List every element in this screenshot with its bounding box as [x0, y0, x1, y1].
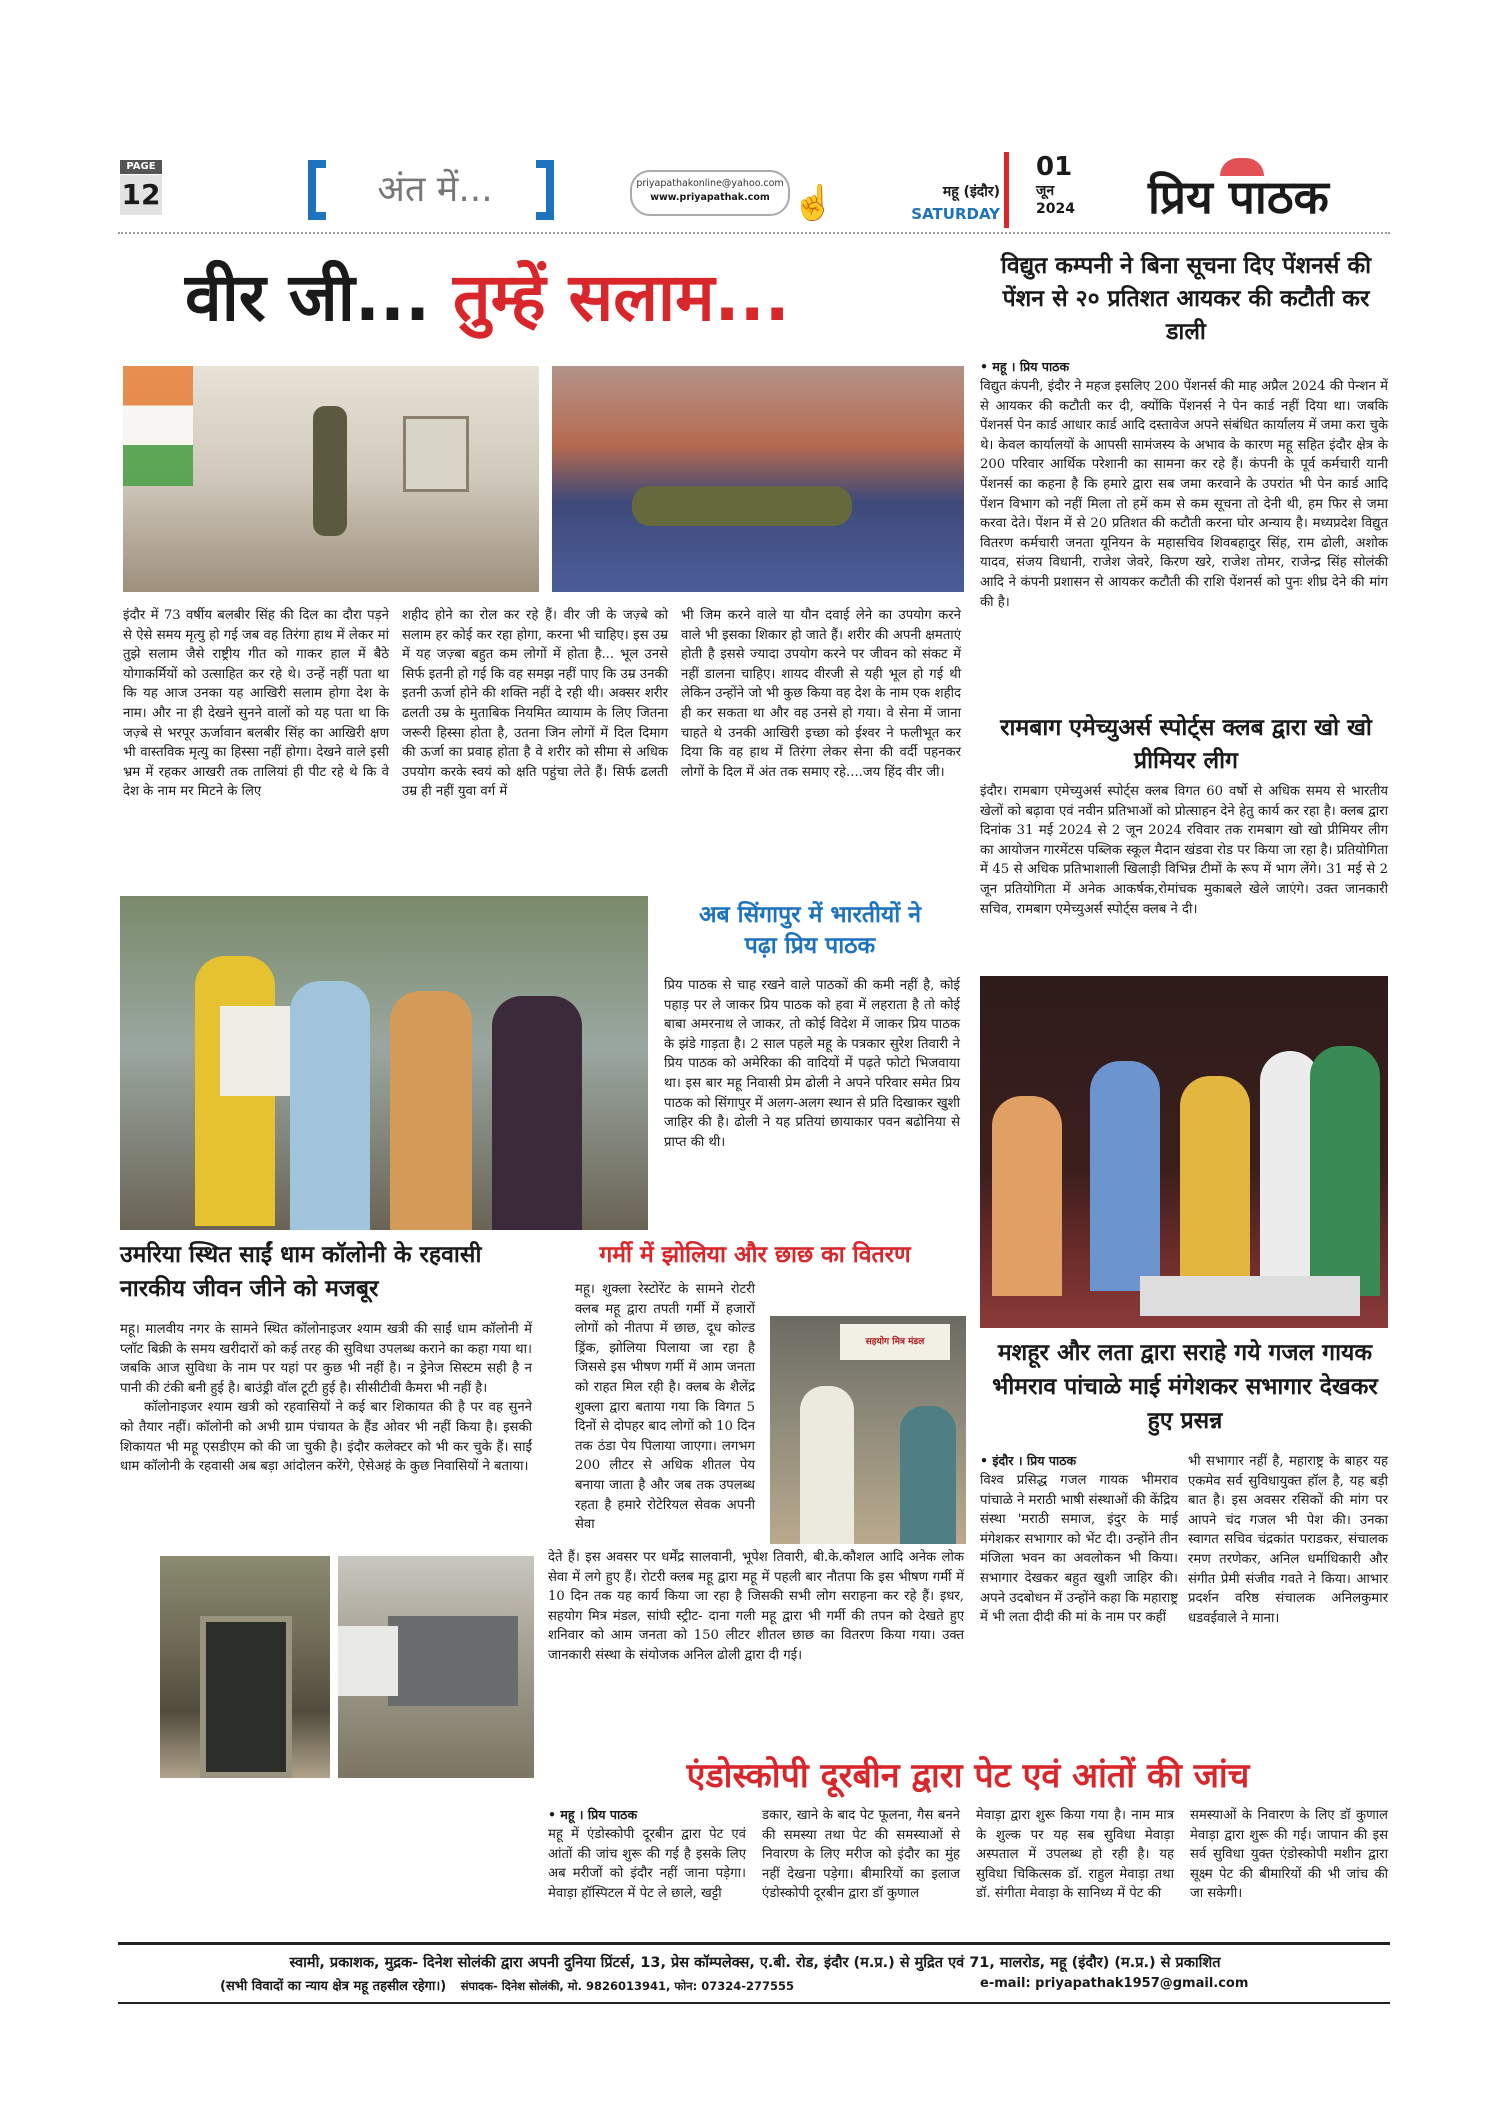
- singapore-photo: [120, 896, 648, 1230]
- lead-col-1-text: इंदौर में 73 वर्षीय बलबीर सिंह की दिल का दौरा पड़ने से ऐसे समय मृत्यु हो गई जब वह तिरंगा हाथ में लेकर मां तुझे सलाम जैसे राष्ट्रीय गीत को गाकर हाल में बैठे योगाकर्मियों को उत्साहित कर रहे थे। उन्हें नहीं पता था कि यह आज उनका यह आखिरी सलाम होगा देश के नाम। और ना ही देखने सुनने वालों को यह पता था कि जज़्बे से भरपूर ऊर्जावान बलबीर सिंह का आखिरी क्षण भी वास्तविक मृत्यु का हिस्सा नहीं होगा। देखने वाले इसी भ्रम में रहकर आखरी तक तालियां ही पीट रहे थे कि वे देश के नाम मर मिटने के लिए: [123, 608, 389, 800]
- footer-rule-bottom: [118, 2002, 1390, 2004]
- endoscopy-byline: • महू । प्रिय पाठक: [548, 1807, 638, 1822]
- umariya-photo-drain: [160, 1556, 330, 1778]
- lead-col-2-text: शहीद होने का रोल कर रहे हैं। वीर जी के जज़्बे को सलाम हर कोई कर रहा होगा, करना भी चाहिए। इस उम्र में यह जज़्बा बहुत कम लोगों में होता है... भूल उनसे सिर्फ इतनी हो गई कि वह समझ नहीं पाए कि उम्र उनकी इतनी ऊर्जा होने की शक्ति नहीं दे रही थी। अक्सर शरीर ढलती उम्र के मुताबिक नियमित व्यायाम के लिए जितना जरूरी हिस्सा होता है, उतना जिन लोगों में दिल दिमाग की ऊर्जा का प्रवाह होता है वे शरीर को सीमा से अधिक उपयोग करके स्वयं को क्षति पहुंचा लेते हैं। सिर्फ ढलती उम्र ही नहीं युवा वर्ग में: [402, 608, 668, 800]
- website-text: www.priyapathak.com: [650, 192, 770, 203]
- ghazal-photo: [980, 976, 1388, 1328]
- lead-headline: [185, 250, 865, 346]
- rambagh-body: इंदौर। रामबाग एमेच्युअर्स स्पोर्ट्स क्लब विगत 60 वर्षो से अधिक समय से भारतीय खेलों को बढ़ावा एवं नवीन प्रतिभाओं को प्रोत्साहन देने हेतु कार्य कर रहा है। क्लब द्वारा दिनांक 31 मई 2024 से 2 जून 2024 रविवार तक रामबाग खो खो प्रीमियर लीग का आयोजन गारमेंटस पब्लिक स्कूल मैदान खंडवा रोड पर किया जा रहा है। प्रतियोगिता में 45 से अधिक प्रतिभाशाली खिलाड़ी विभिन्न टीमों के रूप में भाग लेंगे। 31 मई से 2 जून प्रतियोगिता में अनेक आकर्षक,रोमांचक मुकाबले खेले जाएंगे। उक्त जानकारी सचिव, रामबाग एमेच्युअर्स स्पोर्ट्स क्लब ने दी।: [980, 784, 1388, 917]
- lead-photo-floor: [552, 366, 964, 592]
- endoscopy-col-2: [762, 1806, 960, 1904]
- endoscopy-col-1-text: महू में एंडोस्कोपी दूरबीन द्वारा पेट एवं आंतों की जांच शुरू की गई है इसके लिए अब मरीजों को इंदौर नहीं जाना पड़ेगा। मेवाड़ा हॉस्पिटल में पेट ले छाले, खट्टी: [548, 1827, 746, 1901]
- rambagh-story: [980, 782, 1388, 919]
- endoscopy-col-3: [976, 1806, 1174, 1904]
- date-day: 01: [1036, 152, 1073, 182]
- chhach-story-bottom: [548, 1548, 964, 1666]
- section-bracket-right: [536, 160, 554, 220]
- masthead-text: प्रिय पाठक: [1148, 170, 1329, 224]
- chhach-body-bottom: देते हैं। इस अवसर पर धर्मेंद्र सालवानी, भूपेश तिवारी, बी.के.कौशल आदि अनेक लोक सेवा में लगे हुए हैं। रोटरी क्लब महू द्वारा महू में पहली बार नौतपा कि इस भीषण गर्मी में 10 दिन तक यह कार्य किया जा रहा है जिसकी सभी लोग सराहना कर रहे हैं। इधर, सहयोग मित्र मंडल, सांघी स्ट्रीट- दाना गली महू द्वारा भी गर्मी की तपन को देखते हुए शनिवार को आम जनता को 150 लीटर शीतल छाछ का वितरण किया गया। उक्त जानकारी संस्था के संयोजक अनिल ढोली द्वारा दी गई।: [548, 1550, 964, 1663]
- page-number: 12: [120, 175, 162, 215]
- endoscopy-col-1: [548, 1806, 746, 1903]
- chhach-sign: [840, 1324, 950, 1360]
- pension-story: [980, 358, 1388, 612]
- ghazal-col-2-text: भी सभागार नहीं है, महाराष्ट्र के बाहर यह एकमेव सर्व सुविधायुक्त हॉल है, यह बड़ी बात है। इस अवसर रसिकों की मांग पर आपने चंद गजल भी पेश की। उनका स्वागत सचिव चंद्रकांत पराडकर, संचालक रमण तरणेकर, अनिल धर्माधिकारी और संगीत प्रेमी संजीव गवते ने किया। आभार प्रदर्शन वरिष्ठ संचालक अनिलकुमार धडवईवाले ने माना।: [1188, 1454, 1388, 1626]
- header-rule: [118, 232, 1390, 236]
- city-label: महू (इंदौर): [942, 184, 1000, 200]
- umariya-photo-tanks: [338, 1556, 534, 1778]
- footer-line-1: स्वामी, प्रकाशक, मुद्रक- दिनेश सोलंकी द्वारा अपनी दुनिया प्रिंटर्स, 13, प्रेस कॉम्पलेक्स, ए.बी. रोड, इंदौर (म.प्र.) से मुद्रित एवं 71, मालरोड, महू (इंदौर) (म.प्र.) से प्रकाशित: [289, 1955, 1221, 1971]
- endoscopy-col-4: [1190, 1806, 1388, 1904]
- rambagh-headline: रामबाग एमेच्युअर्स स्पोर्ट्स क्लब द्वारा खो खो प्रीमियर लीग: [1000, 715, 1372, 774]
- page-label: [120, 160, 162, 174]
- ghazal-byline: • इंदौर । प्रिय पाठक: [980, 1453, 1077, 1468]
- pension-body: विद्युत कंपनी, इंदौर ने महज इसलिए 200 पेंशनर्स की माह अप्रैल 2024 की पेन्शन में से आयकर की कटौती कर दी, क्योंकि पेंशनर्स ने पेन कार्ड नहीं दिया था। जबकि पेंशनर्स पेन कार्ड आधार कार्ड आदि दस्तावेज अपने संबंधित कार्यालय में जमा करा चुके थे। केवल कार्यालयों के आपसी सामंजस्य के अभाव के कारण महू सहित इंदौर क्षेत्र के 200 परिवार आर्थिक परेशानी का सामना कर रहे हैं। कंपनी के पूर्व कर्मचारी यानी पेंशनर्स का कहना है कि हमारे द्वारा सब जमा करवाने के उपरांत भी पेन कार्ड आदि पेंशन विभाग को नहीं मिला तो हमें कम से कम सूचना तो देनी थी, हम फिर से जमा करवा देते। पेंशन में से 20 प्रतिशत की कटौती करना घोर अन्याय है। मध्यप्रदेश विद्युत वितरण कर्मचारी जनता यूनियन के महासचिव शिवबहादुर सिंह, राम ढोली, अशोक यादव, संजय विधानी, राजेश जेवरे, किरण खरे, राजेश तोमर, राजेन्द्र सिंह सोलंकी आदि ने कंपनी प्रशासन से आयकर कटौती की राशि पेंशनर्स को पुनः शीघ्र देने की मांग की है।: [980, 379, 1388, 610]
- endoscopy-col-2-text: डकार, खाने के बाद पेट फूलना, गैस बनने की समस्या तथा पेट की समस्याओं से निवारण के लिए मरीज को इंदौर का मुंह नहीं देखना पड़ेगा। बीमारियों का इलाज एंडोस्कोपी दूरबीन द्वारा डॉ कुणाल: [762, 1808, 960, 1902]
- ghazal-headline: मशहूर और लता द्वारा सराहे गये गजल गायक भीमराव पांचाळे माई मंगेशकर सभागार देखकर हुए प्रसन्न: [992, 1340, 1378, 1434]
- section-title: अंत में...: [377, 169, 493, 210]
- chhach-body-top: महू। शुक्ला रेस्टोरेंट के सामने रोटरी क्लब महू द्वारा तपती गर्मी में हजारों लोगों को नीतपा में छाछ, दूध कोल्ड ड्रिंक, झोलिया पिलाया जा रहा है जिससे इस भीषण गर्मी में आम जनता को राहत मिल रही है। क्लब के शैलेंद्र शुक्ला द्वारा बताया गया कि विगत 5 दिनों से दोपहर बाद लोगों को 10 दिन तक ठंडा पेय पिलाया जाएगा। लगभग 200 लीटर से अधिक शीतल पेय बनाया जाता है और जब तक उपलब्ध रहता है हमारे रोटेरियल सेवक अपनी सेवा: [575, 1282, 755, 1533]
- lead-headline-red: तुम्हें सलाम...: [453, 259, 790, 336]
- section-bracket-left: [308, 160, 326, 220]
- date-year: 2024: [1036, 201, 1075, 217]
- lead-col-3-text: भी जिम करने वाले या यौन दवाई लेने का उपयोग करने वाले भी इसका शिकार हो जाते हैं। शरीर की अपनी क्षमताएं होती है इससे ज्यादा उपयोग करने पर जीवन को संकट में नहीं डालना चाहिए। शायद वीरजी से यही भूल हो गई थी लेकिन उन्होंने जो भी कुछ किया वह देश के नाम एक शहीद ही कर सकता था और वह उनसे हो गया। वे सेना में जाना चाहते थे उनकी आखिरी इच्छा को ईश्वर ने फलीभूत कर दिया कि वह हाथ में तिरंगा लेकर सेना की वर्दी पहनकर लोगों के दिल में अंत तक समाए रहे....जय हिंद वीर जी।: [681, 608, 961, 780]
- chhach-headline: गर्मी में झोलिया और छाछ का वितरण: [599, 1242, 911, 1268]
- umariya-body-1: महू। मालवीय नगर के सामने स्थित कॉलोनाइजर श्याम खत्री की साईं धाम कॉलोनी में प्लॉट बिक्री के समय खरीदारों को कई तरह की सुविधा उपलब्ध कराने का कहा गया था। जबकि आज सुविधा के नाम पर यहां पर कुछ भी नहीं है। न ड्रेनेज सिस्टम सही है न पानी की टंकी बनी हुई है। बाउंड्री वॉल टूटी हुई है। सीसीटीवी कैमरा भी नहीं है।: [120, 1322, 532, 1396]
- chhach-story-top: [575, 1280, 755, 1535]
- day-label: SATURDAY: [911, 205, 1000, 223]
- ghazal-col-1-text: विश्व प्रसिद्ध गजल गायक भीमराव पांचाळे ने मराठी भाषी संस्थाओं की केंद्रिय संस्था 'मराठी समाज, इंदुर के माई मंगेशकर सभागार को भेंट दी। उन्होंने तीन मंजिला भवन का अवलोकन भी किया। सभागार देखकर बहुत खुशी जाहिर की। अपने उदबोधन में उन्होंने कहा कि महाराष्ट्र में भी लता दीदी की मां के नाम पर कहीं: [980, 1473, 1178, 1626]
- pension-byline: • महू । प्रिय पाठक: [980, 359, 1070, 374]
- ghazal-col-1: [980, 1452, 1178, 1628]
- singapore-story: [664, 976, 960, 1152]
- date-block: [1036, 152, 1106, 218]
- chhach-photo: [770, 1316, 966, 1544]
- lead-col-3: [681, 606, 961, 782]
- chhach-sign-text: सहयोग मित्र मंडल: [865, 1337, 925, 1347]
- contact-box: [630, 170, 790, 216]
- pointer-hand-icon: ☝: [792, 183, 835, 223]
- email-text: priyapathakonline@yahoo.com: [636, 178, 784, 189]
- endoscopy-headline: एंडोस्कोपी दूरबीन द्वारा पेट एवं आंतों की जांच: [686, 1756, 1250, 1796]
- masthead-logo: [1148, 158, 1388, 228]
- date-divider: [1004, 152, 1009, 228]
- endoscopy-col-4-text: समस्याओं के निवारण के लिए डॉ कुणाल मेवाड़ा द्वारा शुरू की गई। जापान की इस सर्व सुविधा युक्त एंडोस्कोपी मशीन द्वारा सूक्ष्म पेट की बीमारियों की भी जांच की जा सकेगी।: [1190, 1808, 1388, 1902]
- footer-line-2: [120, 1976, 1390, 1994]
- singapore-body: प्रिय पाठक से चाह रखने वाले पाठकों की कमी नहीं है, कोई पहाड़ पर ले जाकर प्रिय पाठक को हवा में लहराता है तो कोई बाबा अमरनाथ ले जाकर, तो कोई विदेश में जाकर प्रिय पाठक के झंडे गाड़ता है। 2 साल पहले महू के पत्रकार सुरेश तिवारी ने प्रिय पाठक को अमेरिका की वादियों में पढ़ते फोटो भिजवाया था। इस बार महू निवासी प्रेम ढोली ने अपने परिवार समेत प्रिय पाठक को सिंगापुर में अलग-अलग स्थान से प्रति दिखाकर खुशी जाहिर की है। ढोली ने यह प्रतियां छायाकार पवन बढोनिया से प्राप्त की थी।: [664, 978, 960, 1150]
- ghazal-col-2: [1188, 1452, 1388, 1628]
- umariya-headline: उमरिया स्थित साईं धाम कॉलोनी के रहवासी नारकीय जीवन जीने को मजबूर: [120, 1242, 482, 1302]
- umariya-story: [120, 1320, 532, 1477]
- endoscopy-col-3-text: मेवाड़ा द्वारा शुरू किया गया है। नाम मात्र के शुल्क पर यह सब सुविधा मेवाड़ा अस्पताल में उपलब्ध हो रही है। यह सुविधा चिकित्सक डॉ. राहुल मेवाड़ा तथा डॉ. संगीता मेवाड़ा के सानिध्य में पेट की: [976, 1808, 1174, 1902]
- lead-headline-black: वीर जी...: [185, 259, 431, 336]
- pension-headline: विद्युत कम्पनी ने बिना सूचना दिए पेंशनर्स की पेंशन से २० प्रतिशत आयकर की कटौती कर डाली: [1000, 253, 1372, 345]
- footer-jurisdiction: (सभी विवादों का न्याय क्षेत्र महू तहसील रहेगा।): [220, 1979, 447, 1994]
- umariya-body-2: कॉलोनाइजर श्याम खत्री को रहवासियों ने कई बार शिकायत की है पर वह सुनने को तैयार नहीं। कॉलोनी को अभी ग्राम पंचायत के हैंड ओवर भी नहीं किया है। इसकी शिकायत भी महू एसडीएम को की जा चुकी है। इंदौर कलेक्टर को भी कर चुके हैं। साईं धाम कॉलोनी के रहवासी अब बड़ा आंदोलन करेंगे, ऐसेअहं के कुछ निवासियों ने बताया।: [120, 1400, 532, 1475]
- footer-rule-top: [118, 1942, 1390, 1945]
- page-label-text: PAGE: [126, 161, 156, 172]
- date-month: जून: [1036, 183, 1055, 199]
- footer-editor: संपादक- दिनेश सोलंकी, मो. 9826013941, फोन: 07324-277555: [460, 1979, 795, 1993]
- singapore-headline: अब सिंगापुर में भारतीयों ने पढ़ा प्रिय पाठक: [698, 902, 922, 959]
- lead-photo-flag: [123, 366, 539, 592]
- footer-email: e-mail: priyapathak1957@gmail.com: [980, 1976, 1249, 1991]
- lead-col-1: [123, 606, 389, 802]
- lead-col-2: [402, 606, 668, 802]
